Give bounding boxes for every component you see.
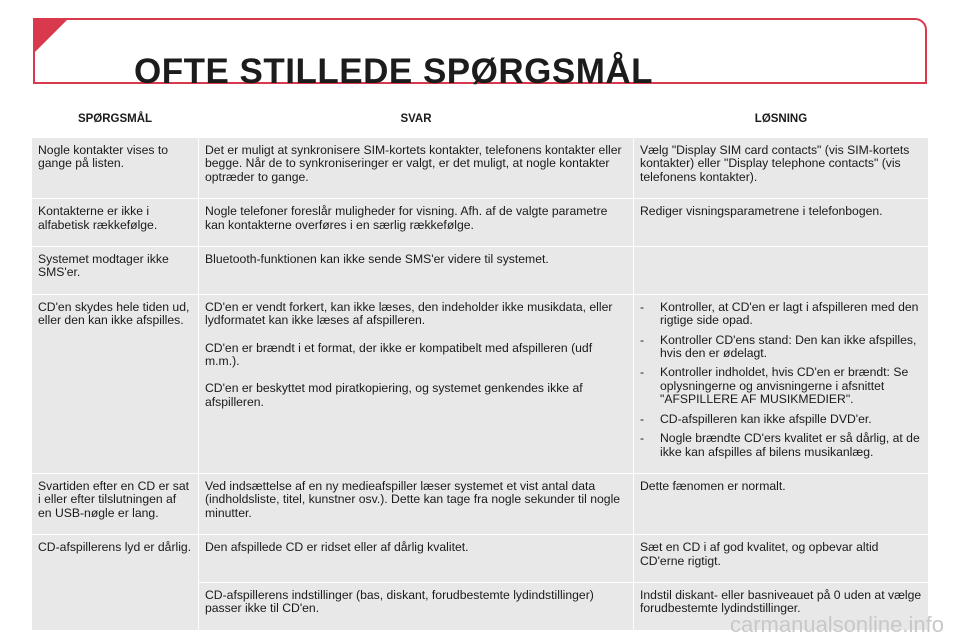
solution-cell: Sæt en CD i af god kvalitet, og opbevar altid CD'erne rigtigt.: [634, 535, 929, 583]
list-item: [640, 301, 922, 328]
dash-bullet: -: [640, 365, 645, 380]
answer-cell: Den afspillede CD er ridset eller af dårlig kvalitet.: [199, 535, 634, 583]
list-item: [640, 432, 922, 459]
dash-bullet: -: [640, 411, 645, 426]
table-row: [32, 199, 929, 247]
list-item-text: CD-afspilleren kan ikke afspille DVD'er.: [660, 411, 872, 426]
answer-cell: [199, 294, 634, 473]
answer-paragraph: CD'en er brændt i et format, der ikke er kompatibelt med afspilleren (udf m.m.).: [205, 340, 593, 369]
table-row: [32, 137, 929, 199]
question-cell: Systemet modtager ikke SMS'er.: [32, 247, 199, 295]
answer-cell: CD-afspillerens indstillinger (bas, diskant, forudbestemte lydindstillinger) passer ikke til CD'en.: [199, 582, 634, 630]
question-cell: Kontakterne er ikke i alfabetisk rækkefølge.: [32, 199, 199, 247]
dash-bullet: -: [640, 431, 645, 446]
question-cell: Svartiden efter en CD er sat i eller efter tilslutningen af en USB-nøgle er lang.: [32, 473, 199, 534]
table-row: [32, 294, 929, 473]
watermark: carmanualsonline.info: [729, 612, 944, 637]
list-item: [640, 334, 922, 361]
table-row: [32, 473, 929, 534]
solution-list: [640, 301, 922, 459]
solution-cell: [634, 247, 929, 295]
header-answer: SVAR: [199, 104, 634, 137]
list-item-text: Nogle brændte CD'ers kvalitet er så dårlig, at de ikke kan afspilles af bilens musikanlæg.: [660, 431, 920, 459]
table-row: [32, 247, 929, 295]
list-item-text: Kontroller CD'ens stand: Den kan ikke afspilles, hvis den er ødelagt.: [660, 332, 917, 361]
header-question: SPØRGSMÅL: [32, 104, 199, 137]
list-item: [640, 413, 922, 426]
list-item: [640, 366, 922, 406]
answer-cell: Nogle telefoner foreslår muligheder for visning. Afh. af de valgte parametre kan kontakterne overføres i en særlig rækkefølge.: [199, 199, 634, 247]
answer-paragraph: CD'en er vendt forkert, kan ikke læses, den indeholder ikke musikdata, eller lydformatet kan ikke læses af afspilleren.: [205, 299, 613, 328]
dash-bullet: -: [640, 332, 645, 347]
header-solution: LØSNING: [634, 104, 929, 137]
solution-cell: Vælg "Display SIM card contacts" (vis SIM-kortets kontakter) eller "Display telephone contacts" (vis telefonens kontakter).: [634, 137, 929, 199]
corner-decoration: [35, 20, 101, 86]
solution-cell: [634, 294, 929, 473]
question-cell: CD'en skydes hele tiden ud, eller den kan ikke afspilles.: [32, 294, 199, 473]
answer-cell: Ved indsættelse af en ny medieafspiller læser systemet et vist antal data (indholdsliste, titel, kunstner osv.). Dette kan tage fra nogle sekunder til nogle minutter.: [199, 473, 634, 534]
list-item-text: Kontroller indholdet, hvis CD'en er brændt: Se oplysningerne og anvisningerne i afsnittet "AFSPILLERE AF MUSIKMEDIER".: [660, 365, 909, 407]
solution-cell: Indstil diskant- eller basniveauet på 0 uden at vælge forudbestemte lydindstillinger.: [634, 582, 929, 630]
question-cell: CD-afspillerens lyd er dårlig.: [32, 535, 199, 631]
answer-cell: Det er muligt at synkronisere SIM-kortets kontakter, telefonens kontakter eller begge. Når de to synkroniseringer er valgt, er det muligt, at nogle kontakter optræder to gange.: [199, 137, 634, 199]
list-item-text: Kontroller, at CD'en er lagt i afspilleren med den rigtige side opad.: [660, 299, 919, 328]
answer-paragraph: CD'en er beskyttet mod piratkopiering, og systemet genkendes ikke af afspilleren.: [205, 381, 583, 409]
faq-table: [31, 104, 929, 631]
solution-cell: Rediger visningsparametrene i telefonbogen.: [634, 199, 929, 247]
dash-bullet: -: [640, 299, 645, 314]
table-row: [32, 535, 929, 583]
answer-cell: Bluetooth-funktionen kan ikke sende SMS'er videre til systemet.: [199, 247, 634, 295]
page-title: OFTE STILLEDE SPØRGSMÅL: [134, 52, 654, 91]
question-cell: Nogle kontakter vises to gange på listen.: [32, 137, 199, 199]
solution-cell: Dette fænomen er normalt.: [634, 473, 929, 534]
